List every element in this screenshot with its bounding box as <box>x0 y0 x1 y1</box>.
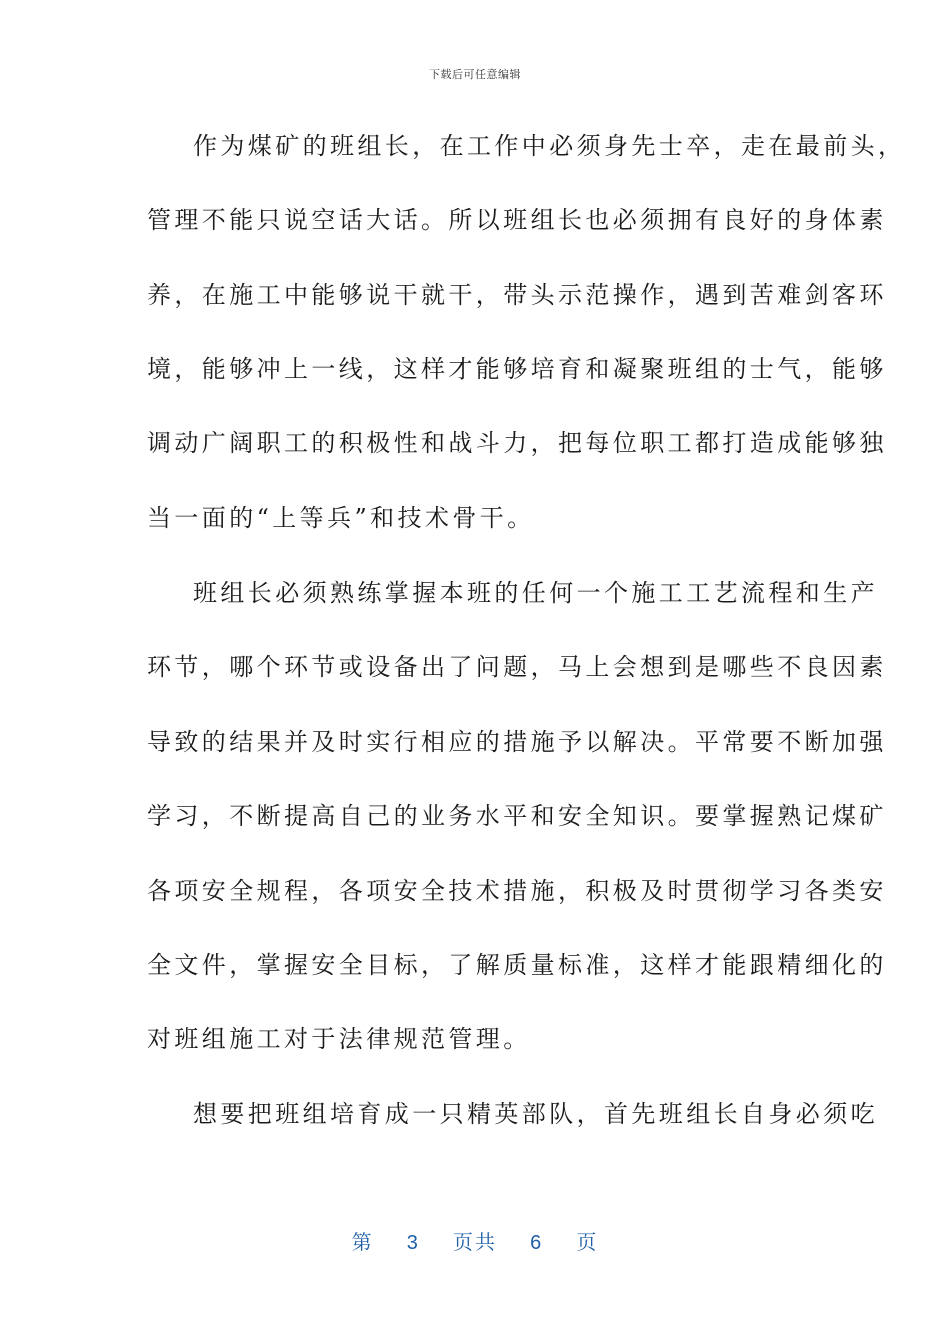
paragraph-1-line-3: 养，在施工中能够说干就干，带头示范操作，遇到苦难剑客环 <box>147 281 887 309</box>
paragraph-2-line-3: 导致的结果并及时实行相应的措施予以解决。平常要不断加强 <box>147 728 887 756</box>
footer-total-pages: 6 <box>530 1232 544 1254</box>
paragraph-1-line-2: 管理不能只说空话大话。所以班组长也必须拥有良好的身体素 <box>147 206 887 234</box>
paragraph-2-line-7: 对班组施工对于法律规范管理。 <box>147 1025 531 1053</box>
paragraph-1-line-6: 当一面的“上等兵”和技术骨干。 <box>147 504 535 532</box>
paragraph-3-line-1: 想要把班组培育成一只精英部队，首先班组长自身必须吃 <box>193 1100 878 1128</box>
page-footer <box>0 1226 950 1255</box>
footer-end-label: 页 <box>576 1232 599 1254</box>
paragraph-2-line-1: 班组长必须熟练掌握本班的任何一个施工工艺流程和生产 <box>193 579 878 607</box>
paragraph-1-line-5: 调动广阔职工的积极性和战斗力，把每位职工都打造成能够独 <box>147 429 887 457</box>
paragraph-2-line-5: 各项安全规程，各项安全技术措施，积极及时贯彻学习各类安 <box>147 877 887 905</box>
paragraph-2-line-4: 学习，不断提高自己的业务水平和安全知识。要掌握熟记煤矿 <box>147 802 887 830</box>
paragraph-2-line-6: 全文件，掌握安全目标，了解质量标准，这样才能跟精细化的 <box>147 951 887 979</box>
footer-of-label: 页共 <box>453 1232 497 1254</box>
footer-current-page: 3 <box>406 1232 420 1254</box>
page-header: 下载后可任意编辑 <box>429 68 521 81</box>
footer-page-label: 第 <box>351 1232 374 1254</box>
paragraph-2-line-2: 环节，哪个环节或设备出了问题，马上会想到是哪些不良因素 <box>147 653 887 681</box>
paragraph-1-line-4: 境，能够冲上一线，这样才能够培育和凝聚班组的士气，能够 <box>147 355 887 383</box>
paragraph-1-line-1: 作为煤矿的班组长，在工作中必须身先士卒，走在最前头， <box>193 132 906 160</box>
